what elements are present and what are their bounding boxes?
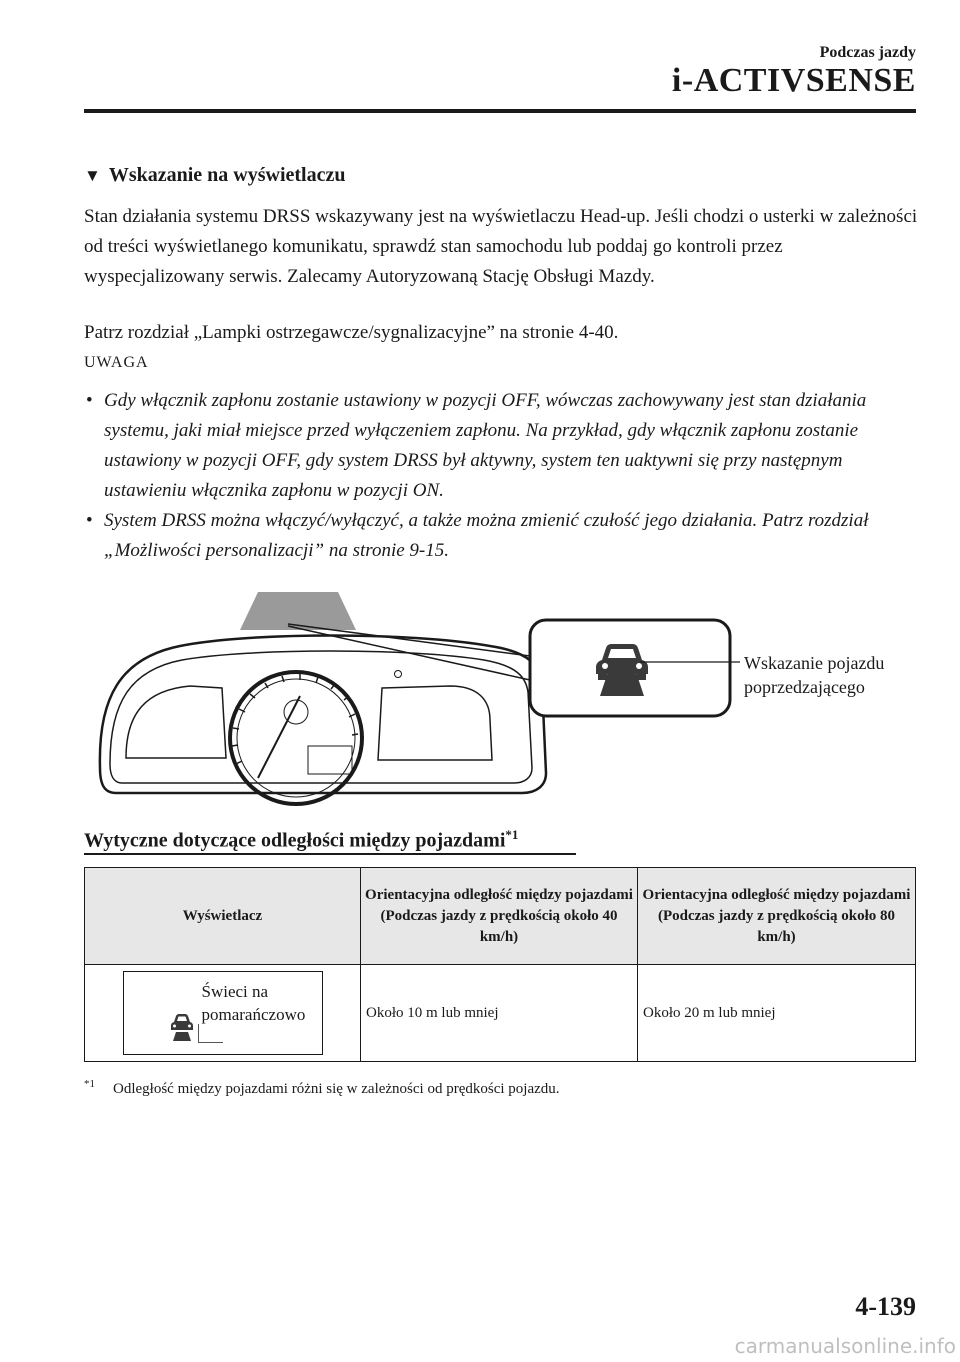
hud-screen-shape xyxy=(240,592,356,630)
display-cell xyxy=(85,965,361,1062)
header-distance-40: Orientacyjna odległość między pojazdami (Podczas jazdy z prędkością około 40 km/h) xyxy=(361,868,638,965)
table-header-row xyxy=(85,868,916,965)
instrument-cluster-figure xyxy=(90,588,910,818)
figure-label-line2: poprzedzającego xyxy=(744,677,865,697)
distance-40-value: Około 10 m lub mniej xyxy=(361,965,638,1062)
footnote-text: Odległość między pojazdami różni się w zależności od prędkości pojazdu. xyxy=(113,1081,560,1097)
table-title xyxy=(84,827,518,853)
table-title-text: Wytyczne dotyczące odległości między pojazdami xyxy=(84,829,506,852)
display-section-heading xyxy=(84,164,346,187)
header-distance-80: Orientacyjna odległość między pojazdami (Podczas jazdy z prędkością około 80 km/h) xyxy=(638,868,916,965)
display-illustration xyxy=(123,971,323,1055)
note-bullet-text: System DRSS można włączyć/wyłączyć, a także można zmienić czułość jego działania. Patrz rozdział „Możliwości personalizacji” na stronie 9-15. xyxy=(104,510,869,561)
display-leader-line xyxy=(198,1024,223,1043)
distance-guide-table xyxy=(84,867,916,1062)
display-paragraph-1: Stan działania systemu DRSS wskazywany jest na wyświetlaczu Head-up. Jeśli chodzi o usterki w zależności od treści wyświetlanego komunikatu, sprawdź stan samochodu lub poddaj go kontroli przez wyspecjalizowany serwis. Zalecamy Autoryzowaną Stację Obsługi Mazdy. xyxy=(84,206,918,287)
watermark: carmanualsonline.info xyxy=(734,1334,956,1358)
figure-label-line1: Wskazanie pojazdu xyxy=(744,653,885,673)
table-title-footnote-marker: *1 xyxy=(505,827,519,842)
bullet-dot-icon: • xyxy=(86,510,93,531)
note-title: UWAGA xyxy=(84,354,149,371)
footnote xyxy=(84,1078,560,1098)
footnote-marker: *1 xyxy=(84,1078,95,1090)
note-bullets xyxy=(86,386,918,566)
note-bullet-text: Gdy włącznik zapłonu zostanie ustawiony w pozycji OFF, wówczas zachowywany jest stan działania systemu, jaki miał miejsce przed wyłączeniem zapłonu. Na przykład, gdy włącznik zapłonu zostanie ustawiony w pozycji OFF, gdy system DRSS był aktywny, system ten uaktywni się przy następnym ustawieniu włącznika zapłonu w pozycji ON. xyxy=(104,390,867,501)
note-bullet-1 xyxy=(86,386,918,506)
section-title: i-ACTIVSENSE xyxy=(671,62,916,99)
bullet-dot-icon: • xyxy=(86,390,93,411)
display-label-line2: pomarańczowo xyxy=(201,1005,306,1024)
triangle-down-icon: ▼ xyxy=(84,166,101,185)
display-section-title: Wskazanie na wyświetlaczu xyxy=(108,164,346,186)
note-bullet-2 xyxy=(86,506,918,566)
chapter-title: Podczas jazdy xyxy=(819,44,916,61)
table-title-rule xyxy=(84,853,576,855)
header-rule xyxy=(84,109,916,113)
table-row xyxy=(85,965,916,1062)
display-paragraph-2: Patrz rozdział „Lampki ostrzegawcze/sygnalizacyjne” na stronie 4-40. xyxy=(84,322,619,343)
preceding-vehicle-icon xyxy=(170,1012,194,1042)
page-number: 4-139 xyxy=(855,1292,916,1321)
display-label xyxy=(202,980,306,1026)
display-label-line1: Świeci na xyxy=(201,982,269,1001)
instrument-cluster-illustration xyxy=(90,588,910,818)
header-display: Wyświetlacz xyxy=(85,868,361,965)
distance-80-value: Około 20 m lub mniej xyxy=(638,965,916,1062)
